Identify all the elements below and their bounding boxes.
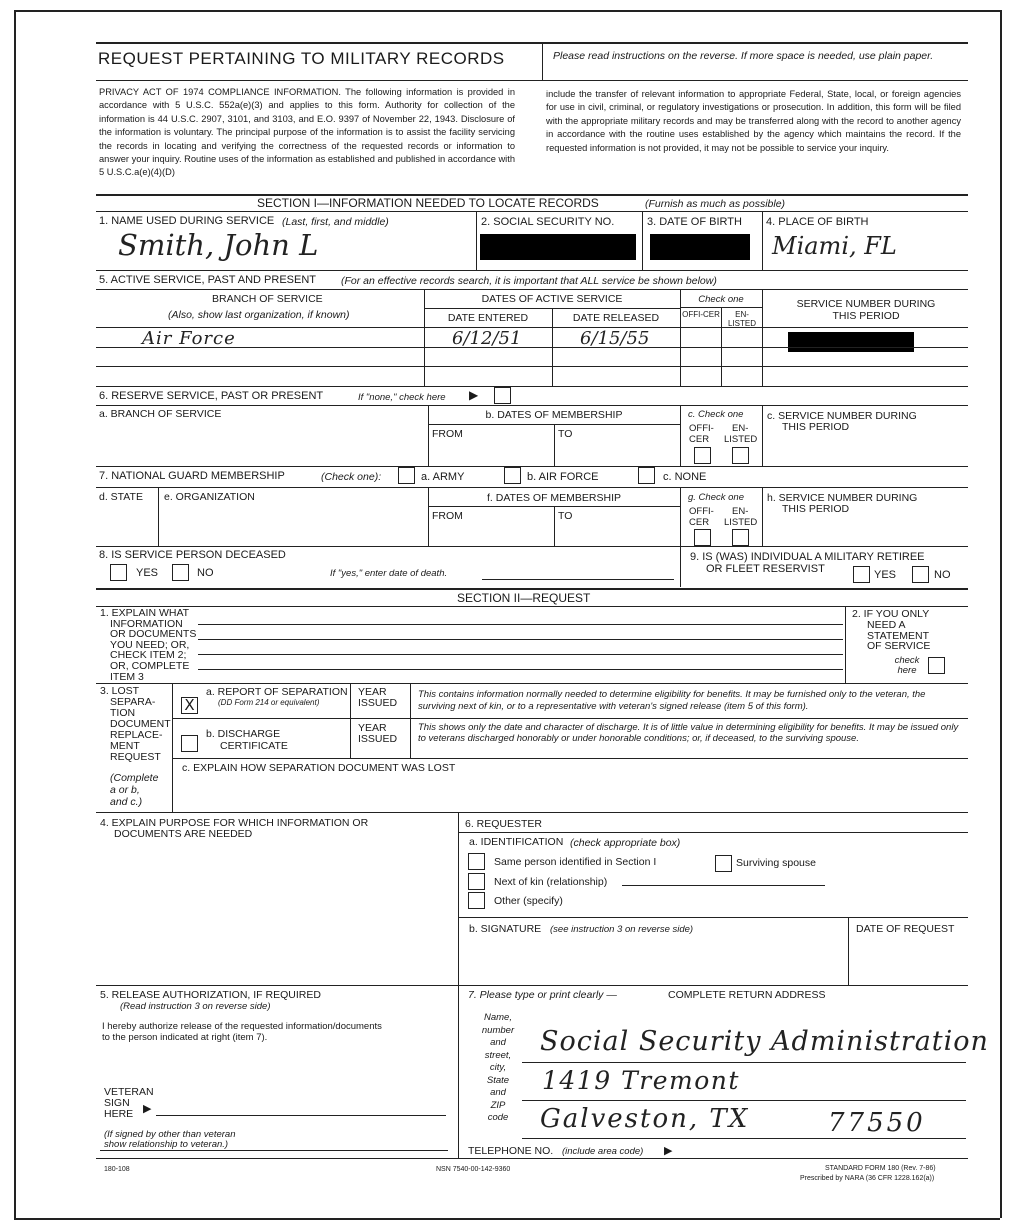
rule <box>410 684 411 758</box>
rule <box>458 832 968 833</box>
signature-label: b. SIGNATURE <box>469 923 542 935</box>
lost-line: SEPARA- <box>110 696 156 708</box>
rule <box>680 488 681 546</box>
signed-other-2: show relationship to veteran.) <box>104 1139 229 1150</box>
rule <box>554 424 555 466</box>
year-issued-b-2: ISSUED <box>358 733 398 745</box>
deceased-label: 8. IS SERVICE PERSON DECEASED <box>99 549 286 561</box>
rule <box>762 488 763 546</box>
guard-army-label: a. ARMY <box>421 471 465 483</box>
reserve-check-one: c. Check one <box>688 409 744 420</box>
surviving-spouse-checkbox[interactable] <box>715 855 732 872</box>
reserve-officer-checkbox[interactable] <box>694 447 711 464</box>
lost-line: DOCUMENT <box>110 718 171 730</box>
name-label: 1. NAME USED DURING SERVICE <box>99 215 275 227</box>
rule <box>172 758 968 759</box>
footer-prescribed: Prescribed by NARA (36 CFR 1228.162(a)) <box>800 1175 935 1182</box>
explain-line: OR DOCUMENTS <box>110 628 197 641</box>
guard-officer-checkbox[interactable] <box>694 529 711 546</box>
reserve-en: EN- <box>732 423 749 434</box>
purpose-label-2: DOCUMENTS ARE NEEDED <box>114 828 253 840</box>
address-rule-1 <box>522 1062 966 1063</box>
deceased-no-label: NO <box>197 567 214 579</box>
address-hint <box>478 1012 518 1125</box>
rule <box>96 386 968 387</box>
return-address-label: COMPLETE RETURN ADDRESS <box>668 989 826 1001</box>
rule <box>96 546 968 547</box>
privacy-right: include the transfer of relevant information to appropriate Federal, State, local, or foreign agencies for use in civil, criminal, or regulatory investigations or prosecution. In addition, this form will be filed with the appropriate military records and may be transferred along with the record to another agency in accordance with the routine uses established by the agency which maintains the record. If the requested information is not provided, it may not be possible to service your inquiry. <box>546 89 961 153</box>
address-hint-line: and <box>490 1037 506 1048</box>
lost-line: MENT <box>110 740 140 752</box>
reserve-label: 6. RESERVE SERVICE, PAST OR PRESENT <box>99 390 324 402</box>
deceased-no-checkbox[interactable] <box>172 564 189 581</box>
rule <box>458 986 459 1158</box>
ssn-redaction <box>480 234 636 260</box>
address-line-1[interactable]: Social Security Administration <box>540 1026 989 1057</box>
address-hint-line: city, <box>489 1062 507 1073</box>
lost-line: REQUEST <box>110 751 161 763</box>
header-instructions: Please read instructions on the reverse. If more space is needed, use plain paper. <box>553 50 934 62</box>
rule <box>96 366 968 367</box>
rule <box>96 270 968 271</box>
report-separation-sub: (DD Form 214 or equivalent) <box>218 698 320 707</box>
name-value[interactable]: Smith, John L <box>118 228 319 262</box>
report-separation-note: This contains information normally needed to determine eligibility for benefits. It may be furnished only to the veteran, the surviving next of kin, or to a representative with veteran's signed release (item 5 of this form). <box>418 689 926 712</box>
guard-enlisted-checkbox[interactable] <box>732 529 749 546</box>
requester-label: 6. REQUESTER <box>465 818 543 830</box>
retiree-yes-checkbox[interactable] <box>853 566 870 583</box>
explain-line: YOU NEED; OR, <box>110 638 190 651</box>
discharge-label-1: b. DISCHARGE <box>206 728 281 740</box>
statement-line: 2. IF YOU ONLY <box>852 608 930 620</box>
statement-line: OF SERVICE <box>867 640 931 653</box>
rule <box>458 813 459 985</box>
lost-label <box>100 686 171 763</box>
other-label: Other (specify) <box>494 895 563 907</box>
section1-heading-note: (Furnish as much as possible) <box>645 198 786 210</box>
header-bottom-rule <box>96 80 968 81</box>
dates-active-label: DATES OF ACTIVE SERVICE <box>481 293 623 305</box>
identification-hint: (check appropriate box) <box>570 837 681 849</box>
next-of-kin-label: Next of kin (relationship) <box>494 876 608 888</box>
section2-heading: SECTION II—REQUEST <box>457 591 591 605</box>
other-checkbox[interactable] <box>468 892 485 909</box>
footer-standard-form: STANDARD FORM 180 (Rev. 7-86) <box>825 1165 936 1172</box>
rule <box>762 406 763 466</box>
dob-label: 3. DATE OF BIRTH <box>647 216 742 228</box>
year-issued-a-1: YEAR <box>358 686 387 698</box>
release-hint: (Read instruction 3 on reverse side) <box>120 1001 271 1012</box>
rule <box>172 684 173 812</box>
lost-line: TION <box>110 707 136 719</box>
explain-line-4 <box>198 669 843 670</box>
reserve-from-label: FROM <box>432 428 463 440</box>
rule <box>848 918 849 985</box>
next-of-kin-line <box>622 885 825 886</box>
veteran-sign-arrow-icon: ▶ <box>143 1103 152 1115</box>
address-line-2[interactable]: 1419 Tremont <box>542 1066 740 1095</box>
ssn-label: 2. SOCIAL SECURITY NO. <box>481 216 615 228</box>
rule <box>458 917 968 918</box>
report-separation-checkmark: X <box>184 696 195 714</box>
guard-label: 7. NATIONAL GUARD MEMBERSHIP <box>99 470 285 482</box>
date-released-label: DATE RELEASED <box>572 312 660 324</box>
address-hint-line: State <box>486 1074 510 1086</box>
active-note: (For an effective records search, it is important that ALL service be shown below) <box>341 275 717 287</box>
purpose-label-1: 4. EXPLAIN PURPOSE FOR WHICH INFORMATION OR <box>100 817 369 829</box>
explain-line: ITEM 3 <box>110 670 144 683</box>
rule <box>554 506 555 546</box>
rule <box>642 212 643 270</box>
privacy-left: PRIVACY ACT OF 1974 COMPLIANCE INFORMATION. The following information is provided in accordance with 5 U.S.C. 552a(e)(3) and applies to this form. Authority for collection of the information is 44 U.S.C. 2907, 3101, and 3103, and E.O. 9397 of November 22, 1943. Disclosure of the information is voluntary. The principal purpose of the information is to assist the facility servicing the records in locating and verifying the correctness of the requested records or information to answer your inquiry. Routine uses of the information as established and published in accordance with 5 U.S.C.a(e)(4)(D) <box>99 87 515 178</box>
rule <box>158 488 159 546</box>
frame-top <box>14 10 1000 12</box>
telephone-hint: (include area code) <box>562 1146 644 1157</box>
veteran-line: HERE <box>104 1108 134 1120</box>
header-top-rule <box>96 42 968 44</box>
frame-bottom <box>14 1218 1000 1220</box>
retiree-no-checkbox[interactable] <box>912 566 929 583</box>
branch-hint: (Also, show last organization, if known) <box>168 309 350 321</box>
rule <box>762 290 763 386</box>
telephone-arrow-icon: ▶ <box>664 1145 673 1157</box>
footer-form-number: 180-108 <box>104 1166 130 1173</box>
rule <box>96 1158 968 1159</box>
veteran-signature-line[interactable] <box>156 1115 446 1116</box>
same-person-checkbox[interactable] <box>468 853 485 870</box>
address-zip[interactable]: 77550 <box>828 1108 926 1138</box>
veteran-line: SIGN <box>104 1097 130 1109</box>
next-of-kin-checkbox[interactable] <box>468 873 485 890</box>
statement-label <box>852 609 930 652</box>
rule <box>96 347 968 348</box>
address-hint-line: street, <box>484 1049 512 1061</box>
rule <box>96 466 968 467</box>
guard-none-label: c. NONE <box>663 471 707 483</box>
form-title: REQUEST PERTAINING TO MILITARY RECORDS <box>98 49 505 68</box>
rule <box>476 212 477 270</box>
lost-line: 3. LOST <box>100 685 140 697</box>
discharge-checkbox[interactable] <box>181 735 198 752</box>
explain-label <box>100 608 196 682</box>
discharge-label-2: CERTIFICATE <box>220 740 288 752</box>
explain-line: 1. EXPLAIN WHAT <box>100 607 190 619</box>
pob-value[interactable]: Miami, FL <box>772 232 897 260</box>
statement-line: NEED A <box>867 618 906 631</box>
signature-hint: (see instruction 3 on reverse side) <box>550 924 694 935</box>
name-hint: (Last, first, and middle) <box>282 216 389 228</box>
address-hint-line: ZIP <box>490 1099 506 1111</box>
officer-label: OFFI-CER <box>682 310 720 319</box>
reserve-sn-label: c. SERVICE NUMBER DURING <box>767 410 917 422</box>
year-issued-a-2: ISSUED <box>358 697 398 709</box>
explain-line-1 <box>198 624 843 625</box>
rule <box>845 607 846 683</box>
guard-check: (Check one): <box>321 471 382 483</box>
release-text-2: to the person indicated at right (item 7). <box>102 1032 268 1043</box>
pob-label: 4. PLACE OF BIRTH <box>766 216 869 228</box>
address-city[interactable]: Galveston, TX <box>540 1104 750 1134</box>
guard-state-label: d. STATE <box>99 491 143 503</box>
veteran-line: VETERAN <box>104 1086 154 1098</box>
dob-redaction <box>650 234 750 260</box>
rule <box>96 606 968 607</box>
complete-line: and c.) <box>110 796 143 808</box>
same-person-label: Same person identified in Section I <box>494 856 657 868</box>
explain-line: OR, COMPLETE <box>110 659 190 672</box>
date-entered-value[interactable]: 6/12/51 <box>452 328 522 349</box>
guard-af-checkbox[interactable] <box>504 467 521 484</box>
section1-heading-rule <box>96 211 968 212</box>
retiree-yes-label: YES <box>874 569 897 581</box>
rule <box>680 547 681 587</box>
surviving-spouse-label: Surviving spouse <box>736 857 816 869</box>
service-number-label: SERVICE NUMBER DURING THIS PERIOD <box>796 298 936 322</box>
rule <box>96 812 968 813</box>
guard-check-one: g. Check one <box>688 492 744 503</box>
guard-from-label: FROM <box>432 510 463 522</box>
active-label: 5. ACTIVE SERVICE, PAST AND PRESENT <box>99 274 317 286</box>
complete-line: (Complete <box>110 772 159 784</box>
pointer-arrow-icon: ▶ <box>469 388 479 402</box>
frame-left <box>14 10 16 1218</box>
guard-org-label: e. ORGANIZATION <box>164 491 255 503</box>
guard-offi: OFFI- <box>689 506 714 517</box>
date-released-value[interactable]: 6/15/55 <box>580 328 650 349</box>
guard-sn-label: h. SERVICE NUMBER DURING <box>767 492 918 504</box>
frame-right <box>1000 10 1002 1218</box>
discharge-note: This shows only the date and character of discharge. It is of little value in determining eligibility for benefits. It may be issued only to veterans discharged honorably or under honorable conditions; or, if deceased, to the surviving spouse. <box>418 722 959 744</box>
explain-line: CHECK ITEM 2; <box>110 649 187 662</box>
rule <box>96 289 968 290</box>
check-here-label: check here <box>894 655 920 676</box>
lost-line: REPLACE- <box>110 729 163 741</box>
reserve-sn-period: THIS PERIOD <box>782 421 850 433</box>
branch-value[interactable]: Air Force <box>142 328 236 349</box>
branch-label: BRANCH OF SERVICE <box>212 293 323 305</box>
reserve-branch-label: a. BRANCH OF SERVICE <box>99 408 222 420</box>
telephone-label: TELEPHONE NO. <box>468 1145 554 1157</box>
reserve-to-label: TO <box>558 428 573 440</box>
address-hint-line: number <box>481 1024 515 1036</box>
release-label: 5. RELEASE AUTHORIZATION, IF REQUIRED <box>100 989 321 1001</box>
address-hint-line: Name, <box>484 1012 512 1023</box>
deceased-if-yes: If "yes," enter date of death. <box>330 568 448 579</box>
deceased-yes-label: YES <box>136 567 159 579</box>
reserve-none-label: If "none," check here <box>358 392 446 403</box>
reserve-dates-label: b. DATES OF MEMBERSHIP <box>485 409 623 421</box>
guard-af-label: b. AIR FORCE <box>527 471 599 483</box>
guard-army-checkbox[interactable] <box>398 467 415 484</box>
address-rule-3 <box>522 1138 966 1139</box>
address-hint-line: and <box>490 1087 506 1098</box>
reserve-offi: OFFI- <box>689 423 714 434</box>
statement-checkbox[interactable] <box>928 657 945 674</box>
guard-en: EN- <box>732 506 749 517</box>
guard-none-checkbox[interactable] <box>638 467 655 484</box>
service-number-redaction <box>788 332 914 352</box>
enlisted-label: EN-LISTED <box>727 310 756 328</box>
guard-dates-label: f. DATES OF MEMBERSHIP <box>487 492 621 504</box>
footer-nsn: NSN 7540-00-142-9360 <box>436 1166 511 1173</box>
rule <box>680 406 681 466</box>
signed-other-1: (If signed by other than veteran <box>104 1129 236 1140</box>
rule <box>96 683 968 684</box>
rule <box>96 487 968 488</box>
rule <box>762 212 763 270</box>
section1-heading: SECTION I—INFORMATION NEEDED TO LOCATE RECORDS <box>257 196 599 210</box>
date-entered-label: DATE ENTERED <box>447 312 529 324</box>
rule <box>350 684 351 758</box>
rule <box>96 588 968 590</box>
date-of-request-label: DATE OF REQUEST <box>856 923 955 935</box>
death-date-line <box>482 579 674 580</box>
complete-line: a or b, <box>110 784 140 796</box>
explain-lost-label: c. EXPLAIN HOW SEPARATION DOCUMENT WAS LOST <box>182 762 456 774</box>
rule <box>172 718 968 719</box>
retiree-no-label: NO <box>934 569 951 581</box>
release-text-1: I hereby authorize release of the requested information/documents <box>102 1021 382 1032</box>
header-divider <box>542 44 543 80</box>
rule <box>96 985 968 986</box>
year-issued-b-1: YEAR <box>358 722 387 734</box>
address-rule-2 <box>522 1100 966 1101</box>
guard-listed: LISTED <box>724 517 758 528</box>
item7-label: 7. Please type or print clearly — <box>468 989 617 1001</box>
retiree-label-2: OR FLEET RESERVIST <box>706 563 825 575</box>
reserve-none-checkbox[interactable] <box>494 387 511 404</box>
statement-line: STATEMENT <box>867 629 930 642</box>
check-one-label: Check one <box>698 294 744 305</box>
address-hint-line: code <box>487 1112 509 1123</box>
rule <box>96 405 968 406</box>
explain-line-2 <box>198 639 843 640</box>
relationship-line <box>100 1150 448 1151</box>
explain-line-3 <box>198 654 843 655</box>
guard-cer: CER <box>689 517 710 528</box>
reserve-cer: CER <box>689 434 710 445</box>
deceased-yes-checkbox[interactable] <box>110 564 127 581</box>
identification-label: a. IDENTIFICATION <box>469 836 564 848</box>
complete-hint <box>110 772 158 808</box>
reserve-listed: LISTED <box>724 434 758 445</box>
guard-to-label: TO <box>558 510 573 522</box>
report-separation-label: a. REPORT OF SEPARATION <box>206 686 348 698</box>
explain-line: INFORMATION <box>110 617 183 630</box>
reserve-enlisted-checkbox[interactable] <box>732 447 749 464</box>
guard-sn-period: THIS PERIOD <box>782 503 850 515</box>
retiree-label: 9. IS (WAS) INDIVIDUAL A MILITARY RETIREE <box>690 551 925 563</box>
